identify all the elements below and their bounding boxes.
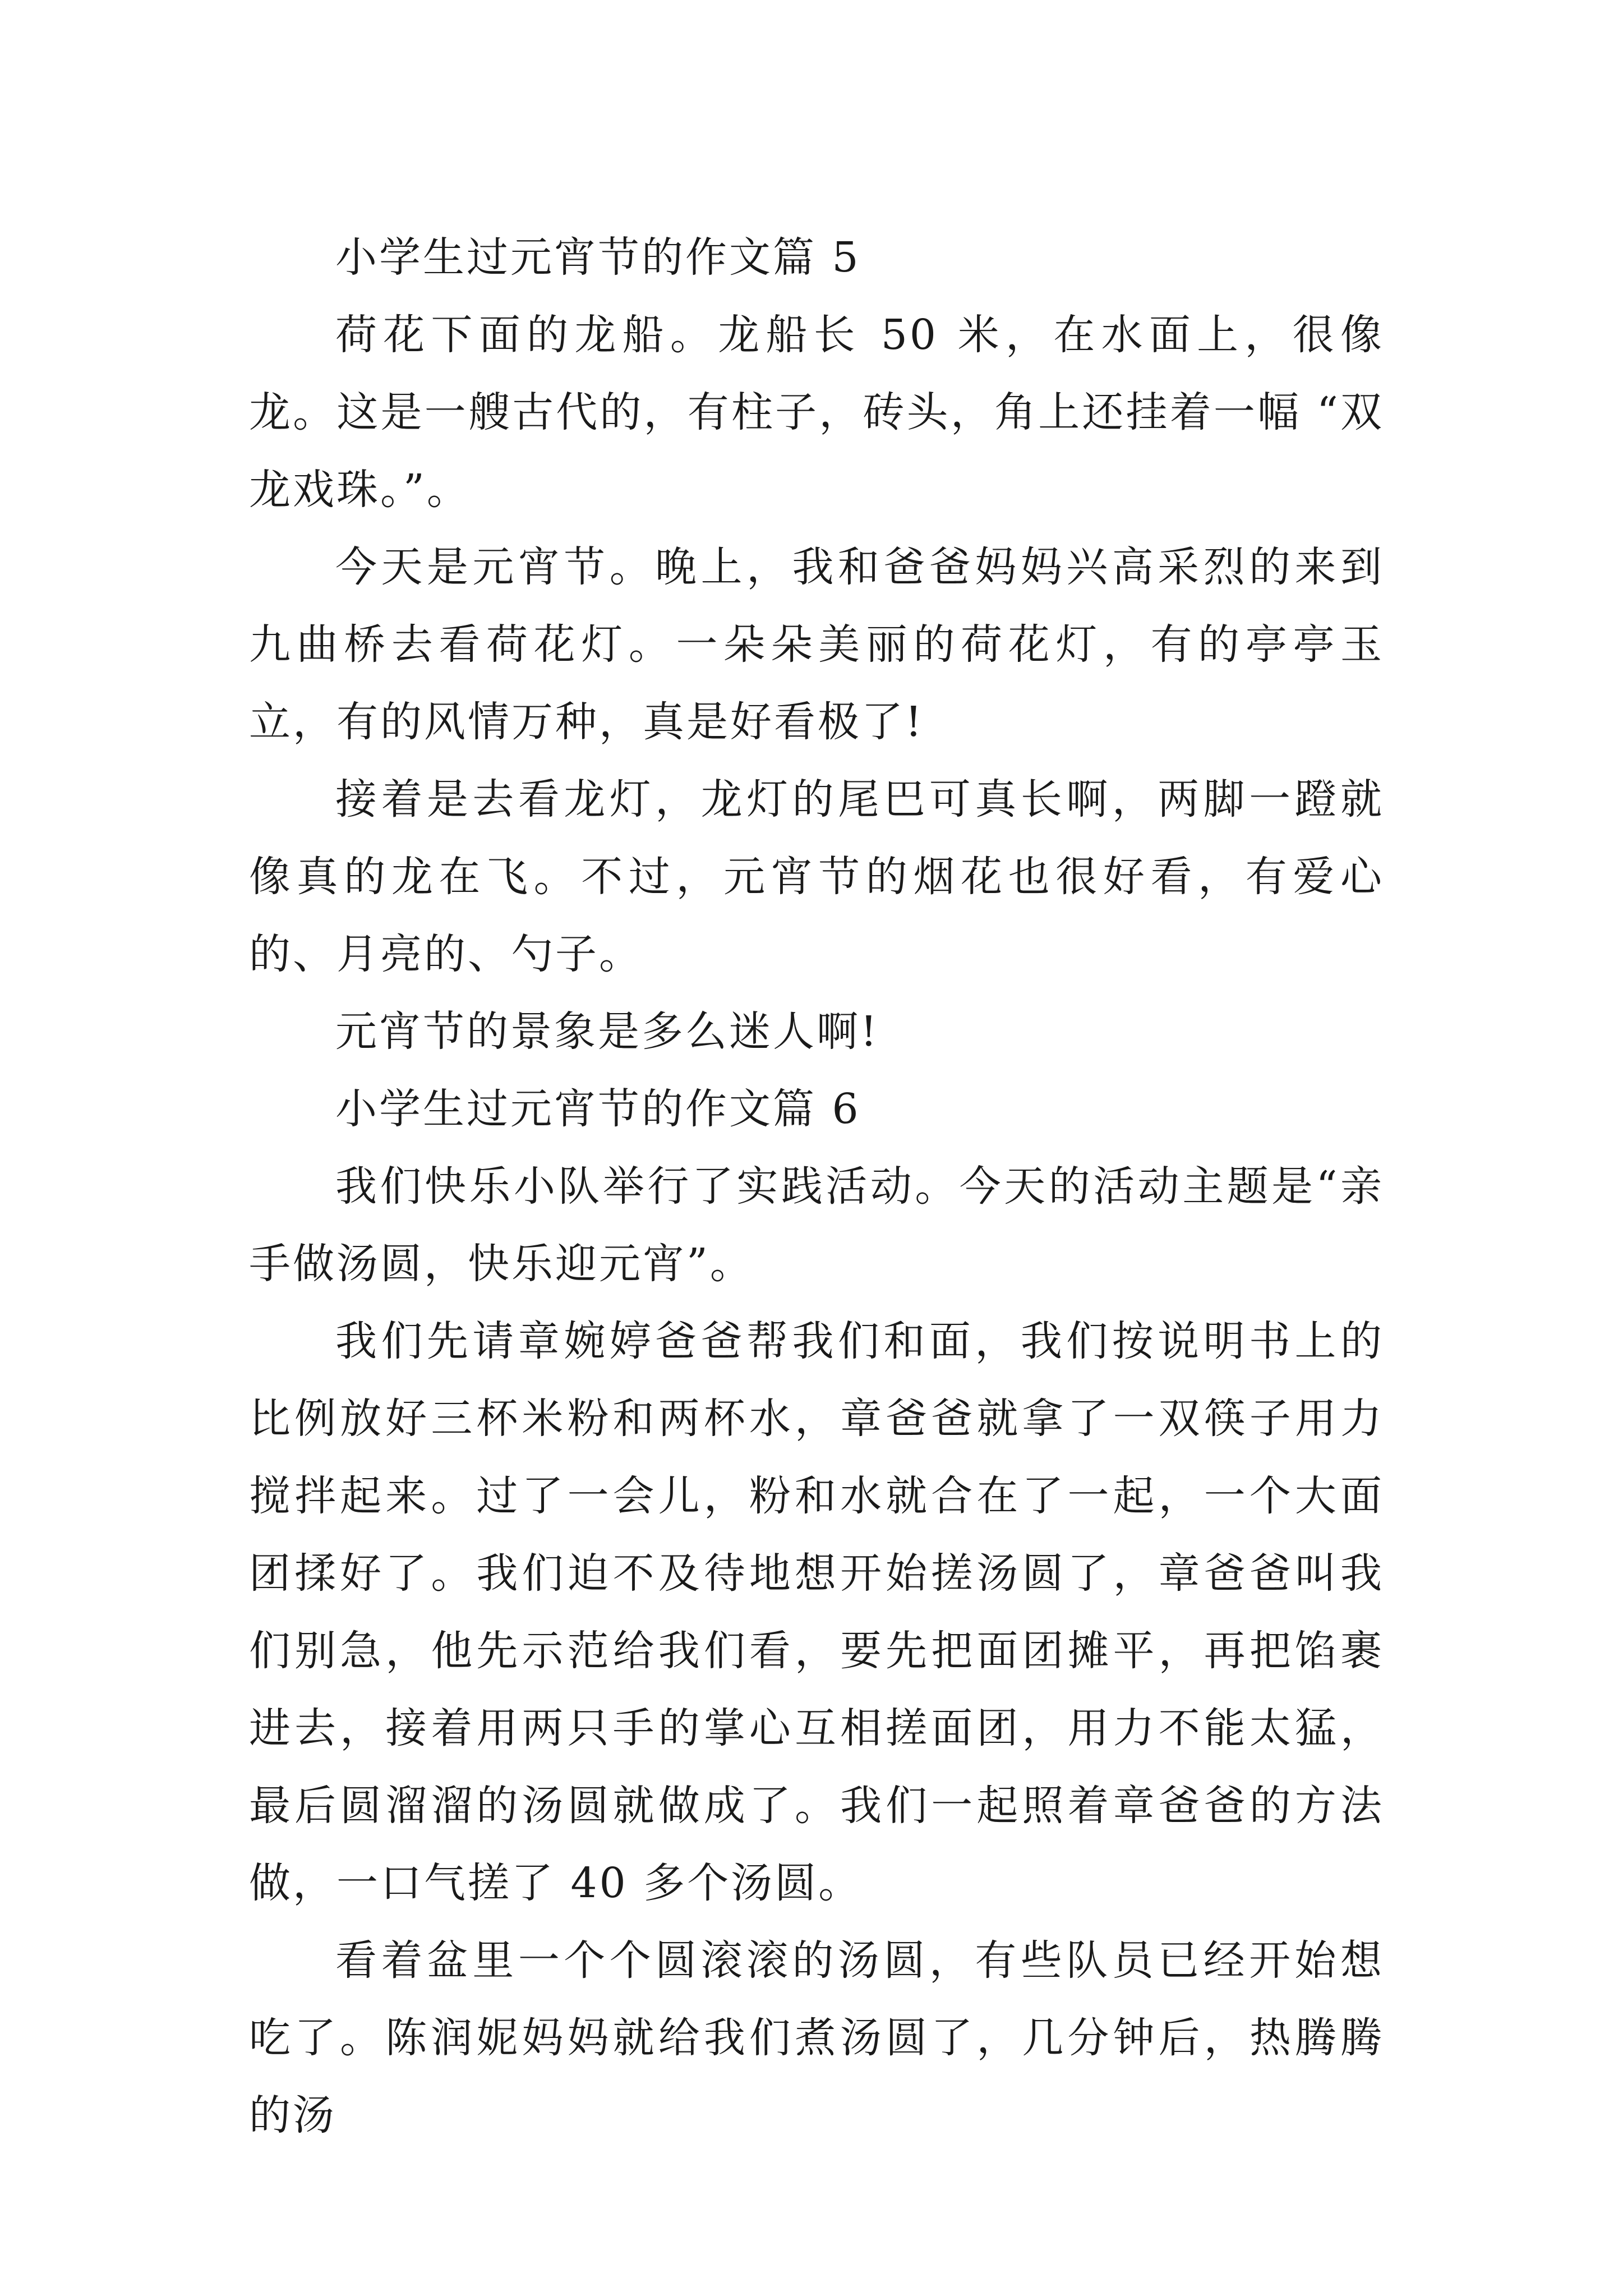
paragraph: 今天是元宵节。晚上，我和爸爸妈妈兴高采烈的来到九曲桥去看荷花灯。一朵朵美丽的荷花灯，有的亭亭玉立，有的风情万种，真是好看极了!: [249, 543, 1384, 746]
paragraph: 接着是去看龙灯，龙灯的尾巴可真长啊，两脚一蹬就像真的龙在飞。不过，元宵节的烟花也很好看，有爱心的、月亮的、勺子。: [249, 775, 1384, 978]
paragraph: 看着盆里一个个圆滚滚的汤圆，有些队员已经开始想吃了。陈润妮妈妈就给我们煮汤圆了，几分钟后，热腾腾的汤: [249, 1936, 1384, 2139]
paragraph: 荷花下面的龙船。龙船长 50 米，在水面上，很像龙。这是一艘古代的，有柱子，砖头，角上还挂着一幅 “双龙戏珠。”。: [249, 311, 1384, 514]
section-heading-5: 小学生过元宵节的作文篇 5: [335, 233, 861, 282]
section-heading-6: 小学生过元宵节的作文篇 6: [335, 1085, 861, 1133]
paragraph: 元宵节的景象是多么迷人啊!: [335, 1007, 879, 1056]
document-body: [249, 219, 1384, 2154]
paragraph: 我们先请章婉婷爸爸帮我们和面，我们按说明书上的比例放好三杯米粉和两杯水，章爸爸就拿了一双筷子用力搅拌起来。过了一会儿，粉和水就合在了一起，一个大面团揉好了。我们迫不及待地想开始搓汤圆了，章爸爸叫我们别急，他先示范给我们看，要先把面团摊平，再把馅裹进去，接着用两只手的掌心互相搓面团，用力不能太猛，最后圆溜溜的汤圆就做成了。我们一起照着章爸爸的方法做，一口气搓了 40 多个汤圆。: [249, 1317, 1384, 1907]
paragraph: 我们快乐小队举行了实践活动。今天的活动主题是“亲手做汤圆，快乐迎元宵”。: [249, 1162, 1384, 1288]
